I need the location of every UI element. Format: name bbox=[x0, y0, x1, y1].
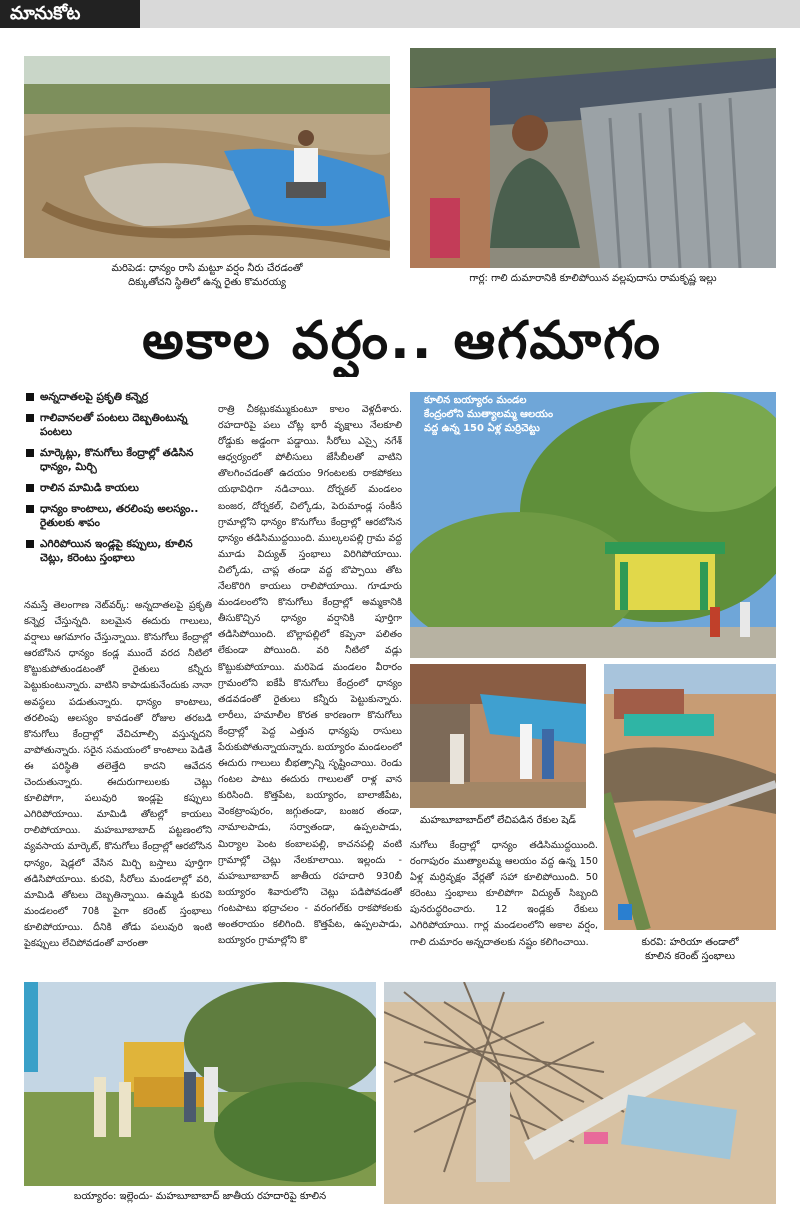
caption-photo-2: గార్ల: గాలి దుమారానికి కూలిపోయిన వల్లపుదాసు రామకృష్ణ ఇల్లు bbox=[469, 273, 717, 284]
list-item: ధాన్యం కాంటాలు, తరలింపు అలస్యం.. రైతులకు శాపం bbox=[24, 502, 212, 530]
article-column-1: నమస్తే తెలంగాణ నెట్‌వర్క్: అన్నదాతలపై ప్రకృతి కన్నెర్ర చేస్తున్నది. బలమైన ఈదురు గాలులు, వర్షాలు ఆగమాగం చేస్తున్నాయి. కొనుగోలు కేంద్రాల్లో ఆరబోసిన ధాన్యం కండ్ల ముందే వరద నీటిలో కొట్టుకుపోతుండటంతో రైతులు కన్నీరు పెట్టుకుంటున్నారు. వాటిని కాపాడుకునేందుకు నానా అవస్థలు పడుతున్నారు. ధాన్యం కాంటాలు, తరలింపు ఆలస్యం కావడంతో రోజుల తరబడి కొనుగోలు కేంద్రాల్లో వేచిచూాల్సి వస్తున్నదని వాపోతున్నారు. సరైన సమయంలో కాంటాలు పెడితే ఈ పరిస్థితి తలెత్తేది కాదని ఆవేదన చెందుతున్నారు. ఈదురుగాలులకు చెట్లు కూలిపోగా, పలువురి ఇండ్లపై కప్పులు ఎగిరిపోయాయి. మామిడి తోటల్లో కాయలు రాలిపోయాయి. మహబూబాబాద్ పట్టణంలోని వ్యవసాయ మార్కెట్, కొనుగోలు కేంద్రాల్లో ఆరబోసిన ధాన్యం, షెడ్లలో వేసిన మిర్చి బస్తాలు పూర్తిగా తడిసిపోయాయి. కురవి, సీరోలు మండలాల్లో వరి, మామిడి తోటలు దెబ్బతిన్నాయి. ఉమ్మడి కురవి మండలంలో 70కి పైగా కరెంట్ స్తంభాలు కూలిపోయాయి. దీనికి తోడు పలువురి ఇంటి పైకప్పులు లేచిపోవడంతో వారంతా bbox=[24, 600, 212, 949]
list-item: గాలివానలతో పంటలు దెబ్బతింటున్న పంటలు bbox=[24, 411, 212, 439]
caption-photo-6: బయ్యారం: ఇల్లెందు- మహబూబాబాద్ జాతీయ రహదారిపై కూలిన bbox=[73, 1191, 327, 1202]
photo-collapsed-house bbox=[410, 48, 776, 268]
photo-farmer-grain bbox=[24, 56, 390, 258]
highlights-list bbox=[24, 390, 212, 572]
article-column-3: నుగోలు కేంద్రాల్లో ధాన్యం తడిసిముద్దయింది. రంగాపురం ముత్యాలమ్మ ఆలయం వద్ద ఉన్న 150 ఏళ్ల మర్రివృక్షం వేర్లతో సహా కూలిపోయింది. 50 కరెంటు స్తంభాలు కూలిపోగా విద్యుత్ సిబ్బంది పునరుద్ధరించారు. 12 ఇండ్లకు రేకులు ఎగిరిపోయాయి. గార్ల మండలంలోని అకాల వర్షం, గాలి దుమారం అన్నదాతలకు నష్టం కలిగించాయి. bbox=[410, 840, 598, 948]
article-column-2: రాత్రి చీకట్లుకమ్ముకుంటూ కాలం వెళ్లదీశారు. రహదారిపై పలు చోట్ల భారీ వృక్షాలు నేలకూలి రోడ్డుకు అడ్డంగా పడ్డాయి. సీరోలు ఎస్సై నగేశ్ ఆధ్వర్యంలో పోలీసులు జేసీబీలతో వాటిని తొలగించడంతో ఉదయం 9గంటలకు రాకపోకలు యథావిధిగా నడిచాయి. దోర్నకల్ మండలం బంజర, దోర్నకల్, చిల్కోడు, పెరుమాండ్ల సంకీస గ్రామాల్లోని ధాన్యం కొనుగోలు కేంద్రాల్లో ఆరబోసిన ధాన్యం తడిసిముద్దయింది. ముల్కలపల్లి గ్రామ వద్ద మూడు విద్యుత్ స్తంభాలు విరిగిపోయాయి. చిల్కోడు, చాప్ల తండా వద్ద బొప్పాయి తోట నేలకొరిగి కాయలు రాలిపోయాయి. గూడూరు మండలంలోని కొనుగోలు కేంద్రాల్లో అమ్మకానికి తీసుకొచ్చిన ధాన్యం వర్షానికి పూర్తిగా తడిసిపోయింది. బొల్లాపల్లిలో కప్పెనా పలితం లేకుండా పోయింది. వరి నీటిలో వడ్లు కొట్టుకుపోయాయి. మరిపెడ మండలం వీరారం గ్రామంలోని ఐకేపీ కొనుగోలు కేంద్రంలో ధాన్యం తడవడంతో రైతులు కన్నీరు పెట్టుకున్నారు. లారీలు, హమాలీల కొరత కారణంగా కొనుగోలు కేంద్రాల్లో పెద్ద ఎత్తున ధాన్యపు రాసులు పేరుకుపోతున్నాయన్నారు. బయ్యారం మండలంలో ఈదురు గాలులు బీభత్సాన్ని సృష్టించాయి. రెండు గంటల పాటు ఈదురు గాలులతో రాళ్ల వాన కురిసింది. కొత్తపేట, బయ్యారం, బాలాజీపేట, వెంకట్రాంపురం, జగ్గుతండా, బంజర తండా, నామాలపాడు, సర్వాతండా, ఉప్పలపాడు, మిర్యాల పెంట కంబాలపల్లి, కాచనపల్లి వంటి గ్రామాల్లో చెట్లు నేలకూలాయి. ఇల్లందు - మహబూబాబాద్ జాతీయ రహదారి 930బీ బయ్యారం శివారులోని చెట్లు పడిపోవడంతో గంటపాటు భద్రాచలం - వరంగల్‌కు రాకపోకలకు అంతరాయం కలిగింది. కొత్తపేట, ఉప్పలపాడు, బయ్యారం గ్రామాల్లోని కొ bbox=[218, 404, 402, 947]
section-tab: మానుకోట bbox=[0, 0, 140, 28]
caption-photo-1: మరిపెడ: ధాన్యం రాసి మట్టూ వర్షం నీరు చేరడంతో దిక్కుతోచని స్థితిలో ఉన్న రైతు కొమరయ్య bbox=[111, 263, 303, 288]
page-title: అకాల వర్షం.. ఆగమాగం bbox=[142, 311, 662, 371]
photo-fallen-poles-village bbox=[604, 664, 776, 930]
list-item: రాలిన మామిడి కాయలు bbox=[24, 481, 212, 495]
photo-tin-shed bbox=[410, 664, 586, 808]
photo-fallen-electric-pole bbox=[384, 982, 776, 1204]
photo-jcb-clearing-road bbox=[24, 982, 376, 1186]
caption-photo-4: మహబూబాబాద్‌లో లేచిపడిన రేకుల షెడ్ bbox=[420, 815, 576, 826]
masthead-bar bbox=[0, 0, 800, 28]
caption-photo-5: కురవి: హరియా తండాలో కూలిన కరెంట్ స్తంభాలు bbox=[641, 937, 739, 962]
caption-photo-3: కూలిన బయ్యారం మండల కేంద్రంలోని ముత్యాలమ్మ ఆలయం వద్ద ఉన్న 150 ఏళ్ల మర్రిచెట్టు bbox=[424, 395, 554, 434]
list-item: అన్నదాతలపై ప్రకృతి కన్నెర్ర bbox=[24, 390, 212, 404]
list-item: మార్కెట్లు, కొనుగోలు కేంద్రాల్లో తడిసిన ధాన్యం, మిర్చి bbox=[24, 446, 212, 474]
list-item: ఎగిరిపోయిన ఇండ్లపై కప్పులు, కూలిన చెట్లు, కరెంటు స్తంభాలు bbox=[24, 537, 212, 565]
